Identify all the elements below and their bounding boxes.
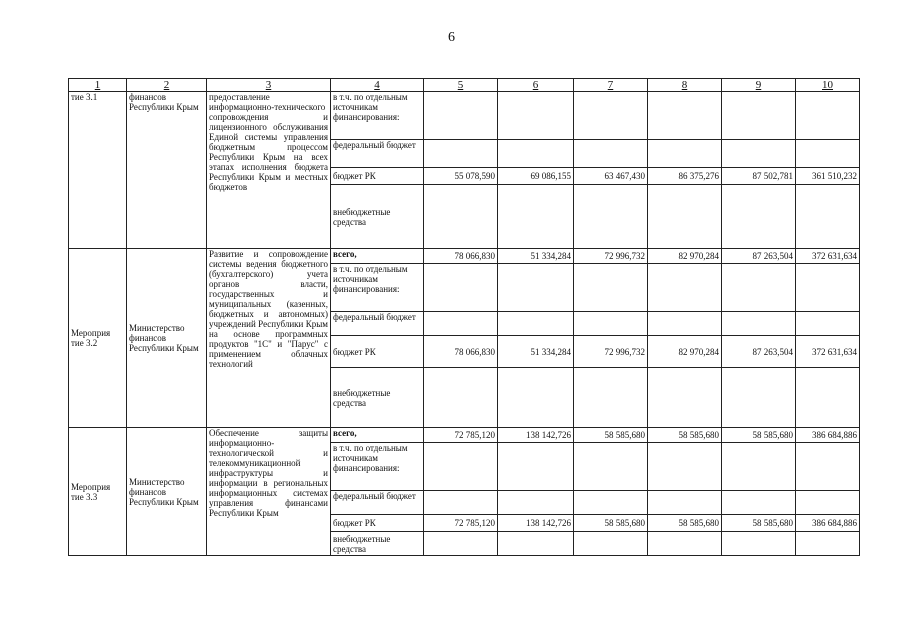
value-cell bbox=[648, 443, 722, 491]
value-cell: 72 785,120 bbox=[424, 428, 498, 443]
value-cell bbox=[498, 140, 574, 168]
value-cell bbox=[722, 140, 796, 168]
value-cell: 72 996,732 bbox=[574, 249, 648, 264]
value-cell bbox=[424, 140, 498, 168]
value-cell: 58 585,680 bbox=[722, 428, 796, 443]
value-cell bbox=[424, 312, 498, 336]
value-cell bbox=[796, 443, 860, 491]
value-cell bbox=[574, 140, 648, 168]
description-cell: предоставление информационно-технического сопровождения и лицензионного обслуживания Единой системы управления бюджетным процессом Республики Крым на всех этапах исполнения бюджета Республики Крым и местных бюджетов bbox=[207, 92, 331, 249]
value-cell bbox=[796, 368, 860, 428]
value-cell bbox=[424, 491, 498, 515]
value-cell bbox=[796, 140, 860, 168]
value-cell: 63 467,430 bbox=[574, 168, 648, 185]
value-cell bbox=[574, 491, 648, 515]
source-label: всего, bbox=[333, 249, 357, 259]
value-cell bbox=[722, 443, 796, 491]
value-cell: 58 585,680 bbox=[648, 515, 722, 532]
source-cell: бюджет РК bbox=[331, 515, 424, 532]
value-cell bbox=[648, 140, 722, 168]
value-cell bbox=[722, 532, 796, 556]
value-cell bbox=[424, 443, 498, 491]
value-cell: 138 142,726 bbox=[498, 428, 574, 443]
column-header: 5 bbox=[424, 79, 498, 92]
value-cell bbox=[574, 185, 648, 249]
column-header: 3 bbox=[207, 79, 331, 92]
source-cell bbox=[331, 428, 424, 443]
value-cell: 78 066,830 bbox=[424, 336, 498, 368]
column-header: 10 bbox=[796, 79, 860, 92]
value-cell: 372 631,634 bbox=[796, 249, 860, 264]
value-cell: 78 066,830 bbox=[424, 249, 498, 264]
value-cell bbox=[722, 491, 796, 515]
description-cell: Обеспечение защиты информационно-технологической и телекоммуникационной инфраструктуры и информации в региональных информационных системах управления финансами Республики Крым bbox=[207, 428, 331, 556]
value-cell: 58 585,680 bbox=[574, 428, 648, 443]
value-cell bbox=[498, 185, 574, 249]
value-cell bbox=[648, 264, 722, 312]
value-cell: 86 375,276 bbox=[648, 168, 722, 185]
value-cell bbox=[648, 185, 722, 249]
value-cell: 51 334,284 bbox=[498, 249, 574, 264]
value-cell: 51 334,284 bbox=[498, 336, 574, 368]
value-cell bbox=[424, 264, 498, 312]
responsible-cell: Министерство финансов Республики Крым bbox=[127, 428, 207, 556]
column-header: 1 bbox=[69, 79, 127, 92]
source-cell bbox=[331, 249, 424, 264]
budget-table bbox=[68, 78, 860, 556]
table-row bbox=[69, 249, 860, 264]
value-cell bbox=[648, 312, 722, 336]
value-cell bbox=[574, 443, 648, 491]
value-cell bbox=[796, 185, 860, 249]
value-cell bbox=[498, 312, 574, 336]
value-cell: 72 996,732 bbox=[574, 336, 648, 368]
value-cell bbox=[648, 92, 722, 140]
source-cell: внебюджетные средства bbox=[331, 532, 424, 556]
value-cell bbox=[722, 185, 796, 249]
value-cell bbox=[424, 368, 498, 428]
column-header: 8 bbox=[648, 79, 722, 92]
value-cell: 69 086,155 bbox=[498, 168, 574, 185]
value-cell: 87 263,504 bbox=[722, 336, 796, 368]
source-cell: бюджет РК bbox=[331, 336, 424, 368]
value-cell: 58 585,680 bbox=[648, 428, 722, 443]
source-cell: федеральный бюджет bbox=[331, 491, 424, 515]
source-cell: в т.ч. по отдельным источникам финансирования: bbox=[331, 443, 424, 491]
value-cell: 58 585,680 bbox=[722, 515, 796, 532]
column-header: 9 bbox=[722, 79, 796, 92]
value-cell bbox=[796, 264, 860, 312]
table-body bbox=[69, 79, 860, 556]
value-cell bbox=[574, 264, 648, 312]
column-header: 2 bbox=[127, 79, 207, 92]
column-number-row bbox=[69, 79, 860, 92]
activity-cell: Мероприя тие 3.2 bbox=[69, 249, 127, 428]
value-cell bbox=[574, 532, 648, 556]
value-cell bbox=[722, 312, 796, 336]
table-row bbox=[69, 92, 860, 140]
value-cell bbox=[424, 185, 498, 249]
source-cell: внебюджетные средства bbox=[331, 185, 424, 249]
description-cell: Развитие и сопровождение системы ведения бюджетного (бухгалтерского) учета органов власти, государственных и муниципальных (казенных, бюджетных и автономных) учреждений Республики Крым на основе программных продуктов "1С" и "Парус" с применением облачных технологий bbox=[207, 249, 331, 428]
value-cell: 82 970,284 bbox=[648, 336, 722, 368]
value-cell bbox=[648, 532, 722, 556]
value-cell bbox=[574, 312, 648, 336]
value-cell: 386 684,886 bbox=[796, 515, 860, 532]
column-header: 7 bbox=[574, 79, 648, 92]
value-cell bbox=[648, 368, 722, 428]
source-cell: бюджет РК bbox=[331, 168, 424, 185]
value-cell bbox=[498, 443, 574, 491]
value-cell: 72 785,120 bbox=[424, 515, 498, 532]
value-cell bbox=[722, 368, 796, 428]
responsible-cell: финансов Республики Крым bbox=[127, 92, 207, 249]
value-cell bbox=[574, 92, 648, 140]
value-cell: 82 970,284 bbox=[648, 249, 722, 264]
source-cell: федеральный бюджет bbox=[331, 312, 424, 336]
source-cell: внебюджетные средства bbox=[331, 368, 424, 428]
value-cell bbox=[498, 368, 574, 428]
page-number: 6 bbox=[448, 30, 455, 45]
activity-cell: тие 3.1 bbox=[69, 92, 127, 249]
value-cell: 87 502,781 bbox=[722, 168, 796, 185]
activity-cell: Мероприя тие 3.3 bbox=[69, 428, 127, 556]
column-header: 6 bbox=[498, 79, 574, 92]
value-cell bbox=[424, 92, 498, 140]
value-cell: 138 142,726 bbox=[498, 515, 574, 532]
value-cell: 58 585,680 bbox=[574, 515, 648, 532]
value-cell bbox=[424, 532, 498, 556]
source-cell: в т.ч. по отдельным источникам финансирования: bbox=[331, 92, 424, 140]
value-cell bbox=[648, 491, 722, 515]
value-cell bbox=[498, 264, 574, 312]
value-cell bbox=[574, 368, 648, 428]
value-cell: 386 684,886 bbox=[796, 428, 860, 443]
table-row bbox=[69, 428, 860, 443]
source-label: всего, bbox=[333, 428, 357, 438]
value-cell bbox=[796, 491, 860, 515]
value-cell bbox=[498, 532, 574, 556]
column-header: 4 bbox=[331, 79, 424, 92]
value-cell: 55 078,590 bbox=[424, 168, 498, 185]
value-cell: 87 263,504 bbox=[722, 249, 796, 264]
value-cell bbox=[722, 92, 796, 140]
value-cell bbox=[722, 264, 796, 312]
value-cell bbox=[796, 532, 860, 556]
source-cell: в т.ч. по отдельным источникам финансирования: bbox=[331, 264, 424, 312]
value-cell bbox=[796, 92, 860, 140]
value-cell: 372 631,634 bbox=[796, 336, 860, 368]
value-cell: 361 510,232 bbox=[796, 168, 860, 185]
responsible-cell: Министерство финансов Республики Крым bbox=[127, 249, 207, 428]
value-cell bbox=[796, 312, 860, 336]
value-cell bbox=[498, 92, 574, 140]
source-cell: федеральный бюджет bbox=[331, 140, 424, 168]
value-cell bbox=[498, 491, 574, 515]
